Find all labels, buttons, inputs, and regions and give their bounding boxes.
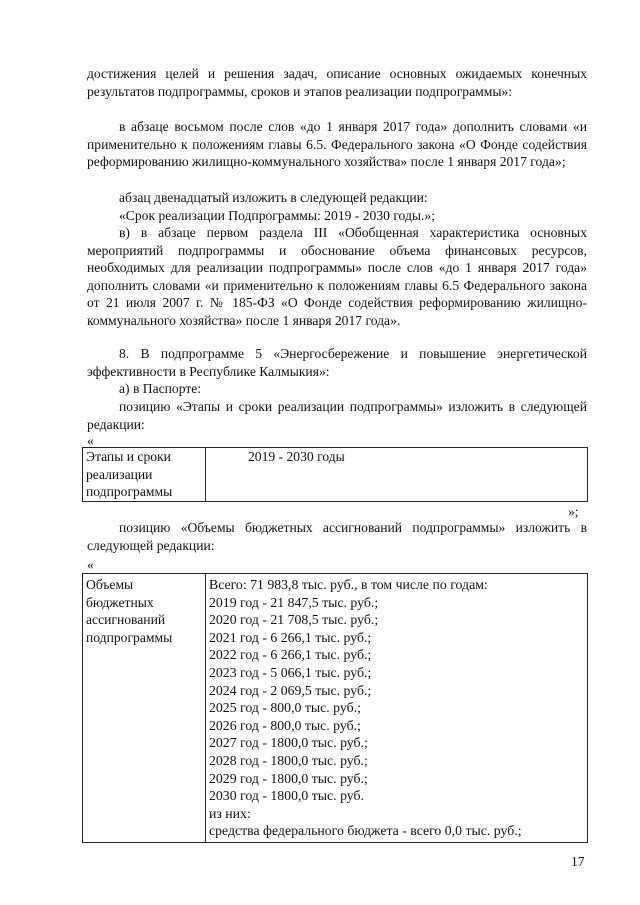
table-row — [83, 448, 588, 502]
stages-table — [82, 447, 588, 502]
paragraph-section-3: в) в абзаце первом раздела III «Обобщенная характеристика основных мероприятий подпрограммы и обоснование объема финансовых ресурсов, необходимых для реализации подпрограммы» после слов «до 1 января 2017 года» дополнить словами «и применительно к положениям главы 6.5 Федерального закона от 21 июля 2007 г. № 185-ФЗ «О Фонде содействия реформированию жилищно-коммунального хозяйства» после 1 января 2017 года». — [87, 225, 587, 328]
paragraph-abzac-12: абзац двенадцатый изложить в следующей редакции: — [119, 190, 428, 205]
table-row — [83, 574, 588, 843]
opening-quote-1: « — [87, 433, 94, 448]
paragraph-position-stages: позицию «Этапы и сроки реализации подпрограммы» изложить в следующей редакции: — [87, 399, 587, 432]
paragraph-term: «Срок реализации Подпрограммы: 2019 - 2030 годы.»; — [119, 208, 435, 223]
budget-value-cell: Всего: 71 983,8 тыс. руб., в том числе по годам: 2019 год - 21 847,5 тыс. руб.; 2020 год - 21 708,5 тыс. руб.; 2021 год - 6 266,1 тыс. руб.; 2022 год - 6 266,1 тыс. руб.; 2023 год - 5 066,1 тыс. руб.; 2024 год - 2 069,5 тыс. руб.; 2025 год - 800,0 тыс. руб.; 2026 год - 800,0 тыс. руб.; 2027 год - 1800,0 тыс. руб.; 2028 год - 1800,0 тыс. руб.; 2029 год - 1800,0 тыс. руб.; 2030 год - 1800,0 тыс. руб. из них: средства федерального бюджета - всего 0,0 тыс. руб.; — [206, 574, 588, 843]
paragraph-subprogram-5: 8. В подпрограмме 5 «Энергосбережение и повышение энергетической эффективности в Республике Калмыкия»: — [87, 346, 587, 379]
budget-label-cell: Объемы бюджетных ассигнований подпрограммы — [83, 574, 206, 843]
stages-label-cell: Этапы и сроки реализации подпрограммы — [83, 448, 206, 502]
budget-table — [82, 573, 588, 843]
closing-quote-1: »; — [568, 504, 579, 519]
paragraph-abzac-8: в абзаце восьмом после слов «до 1 января 2017 года» дополнить словами «и применительно к положениям главы 6.5. Федерального закона «О Фонде содействия реформированию жилищно-коммунального хозяйства» после 1 января 2017 года»; — [87, 119, 587, 170]
stages-value-cell: 2019 - 2030 годы — [206, 448, 588, 502]
paragraph-goals: достижения целей и решения задач, описание основных ожидаемых конечных результатов подпрограммы, сроков и этапов реализации подпрограммы»: — [87, 66, 587, 99]
page-number: 17 — [571, 854, 585, 869]
paragraph-position-budget: позицию «Объемы бюджетных ассигнований подпрограммы» изложить в следующей редакции: — [87, 520, 587, 553]
opening-quote-2: « — [87, 557, 94, 572]
paragraph-passport: а) в Паспорте: — [119, 381, 202, 396]
